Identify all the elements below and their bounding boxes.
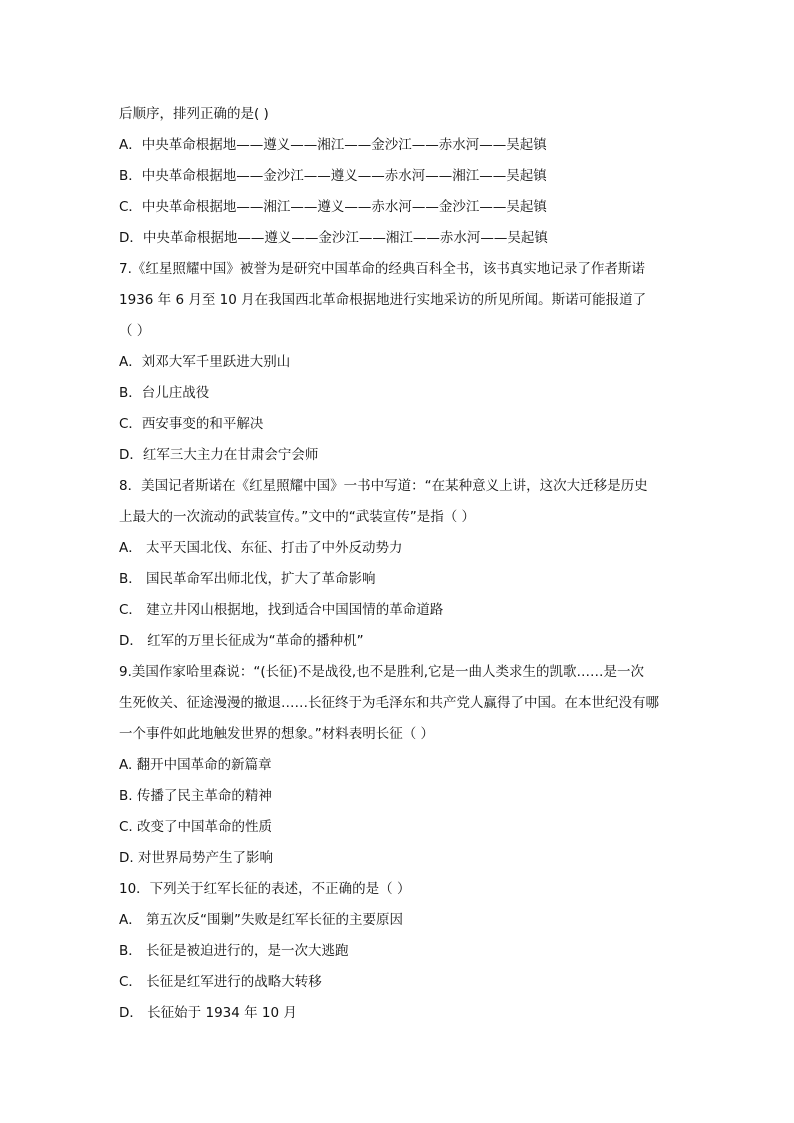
question-8-option-b: B． 国民革命军出师北伐，扩大了革命影响: [119, 571, 376, 587]
question-10-stem-line-1: 10．下列关于红军长征的表述，不正确的是（ ）: [119, 881, 411, 897]
question-9-option-d: D. 对世界局势产生了影响: [119, 850, 273, 866]
question-8-option-c: C． 建立井冈山根据地，找到适合中国国情的革命道路: [119, 602, 444, 618]
question-7-option-b: B．台儿庄战役: [119, 385, 210, 401]
question-6-option-d: D．中央革命根据地——遵义——金沙江——湘江——赤水河——吴起镇: [119, 230, 548, 246]
document-page: [119, 99, 679, 1029]
question-8: [119, 471, 679, 657]
question-6-stem-tail: 后顺序，排列正确的是( ): [119, 106, 269, 122]
question-9-stem-line-3: 一个事件如此地触发世界的想象。”材料表明长征（ ）: [119, 726, 435, 742]
question-7-option-a: A．刘邓大军千里跃进大别山: [119, 354, 291, 370]
question-6-option-c: C．中央革命根据地——湘江——遵义——赤水河——金沙江——吴起镇: [119, 199, 547, 215]
question-10: [119, 874, 679, 1029]
question-8-option-a: A． 太平天国北伐、东征、打击了中外反动势力: [119, 540, 403, 556]
question-10-option-d: D． 长征始于 1934 年 10 月: [119, 1005, 297, 1021]
question-8-option-d: D． 红军的万里长征成为“革命的播种机”: [119, 633, 364, 649]
question-9-stem-line-2: 生死攸关、征途漫漫的撤退……长征终于为毛泽东和共产党人赢得了中国。在本世纪没有哪: [119, 695, 659, 711]
question-7-stem-line-1: 7.《红星照耀中国》被誉为是研究中国革命的经典百科全书，该书真实地记录了作者斯诺: [119, 261, 645, 277]
question-8-stem-line-1: 8．美国记者斯诺在《红星照耀中国》一书中写道：“在某种意义上讲，这次大迁移是历史: [119, 478, 648, 494]
question-10-option-b: B． 长征是被迫进行的，是一次大逃跑: [119, 943, 349, 959]
question-7-option-d: D．红军三大主力在甘肃会宁会师: [119, 447, 319, 463]
question-8-stem-line-2: 上最大的一次流动的武装宣传。”文中的“武装宣传”是指（ ）: [119, 509, 476, 525]
question-6: [119, 99, 679, 254]
question-10-option-c: C． 长征是红军进行的战略大转移: [119, 974, 322, 990]
question-6-option-b: B．中央革命根据地——金沙江——遵义——赤水河——湘江——吴起镇: [119, 168, 547, 184]
question-7-stem-line-3: （ ）: [119, 323, 151, 339]
question-7-stem-line-2: 1936 年 6 月至 10 月在我国西北革命根据地进行实地采访的所见所闻。斯诺可能报道了: [119, 292, 647, 308]
question-6-option-a: A．中央革命根据地——遵义——湘江——金沙江——赤水河——吴起镇: [119, 137, 547, 153]
question-10-option-a: A． 第五次反“围剿”失败是红军长征的主要原因: [119, 912, 404, 928]
question-9-option-b: B. 传播了民主革命的精神: [119, 788, 272, 804]
question-9-option-c: C. 改变了中国革命的性质: [119, 819, 273, 835]
question-7-option-c: C．西安事变的和平解决: [119, 416, 264, 432]
question-7: [119, 254, 679, 471]
question-9-stem-line-1: 9.美国作家哈里森说：“(长征)不是战役,也不是胜利,它是一曲人类求生的凯歌……是一次: [119, 664, 644, 680]
question-9-option-a: A. 翻开中国革命的新篇章: [119, 757, 272, 773]
question-9: [119, 657, 679, 874]
